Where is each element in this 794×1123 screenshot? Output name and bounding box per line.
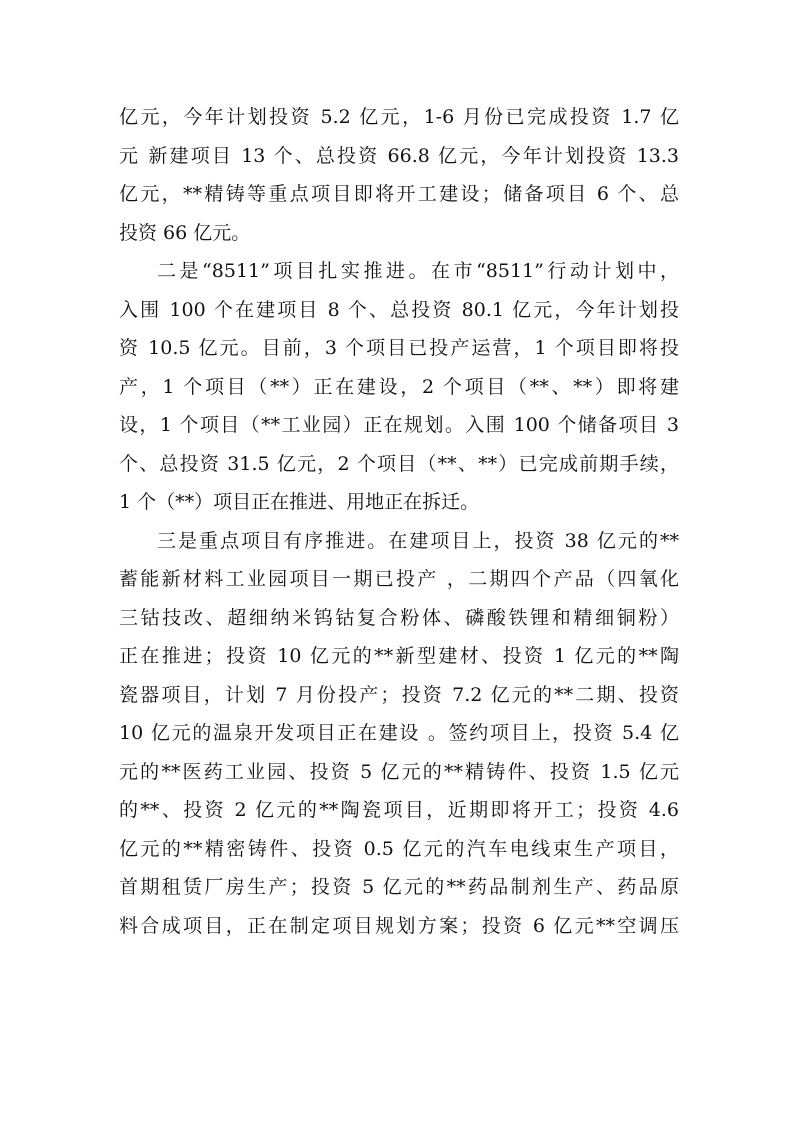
text-line: 亿元，今年计划投资 5.2 亿元，1-6 月份已完成投资 1.7 亿 [119,106,679,128]
body-text [119,98,679,945]
text-line: 10 亿元的温泉开发项目正在建设 。签约项目上，投资 5.4 亿 [119,722,679,744]
text-line: 蓄能新材料工业园项目一期已投产 ，二期四个产品（四氧化 [119,568,679,590]
text-line: 设，1 个项目（**工业园）正在规划。入围 100 个储备项目 3 [119,414,679,436]
text-line: 投资 66 亿元。 [119,221,251,244]
text-line: 入围 100 个在建项目 8 个、总投资 80.1 亿元，今年计划投 [119,298,679,321]
text-line: 亿元，**精铸等重点项目即将开工建设；储备项目 6 个、总 [119,183,679,205]
text-line: 首期租赁厂房生产；投资 5 亿元的**药品制剂生产、药品原 [119,876,679,898]
text-line: 的**、投资 2 亿元的**陶瓷项目，近期即将开工；投资 4.6 [119,799,679,821]
paragraph-start-line: 三是重点项目有序推进。在建项目上，投资 38 亿元的** [157,529,679,552]
text-line: 资 10.5 亿元。目前，3 个项目已投产运营，1 个项目即将投 [119,337,679,359]
text-line: 1 个（**）项目正在推进、用地正在拆迁。 [119,491,480,513]
paragraph-start-line: 二是“8511”项目扎实推进。在市“8511”行动计划中， [157,260,679,282]
text-line: 元 新建项目 13 个、总投资 66.8 亿元，今年计划投资 13.3 [119,144,679,167]
text-line: 元的**医药工业园、投资 5 亿元的**精铸件、投资 1.5 亿元 [119,760,679,783]
text-line: 产，1 个项目（**）正在建设，2 个项目（**、**）即将建 [119,375,679,398]
text-line: 料合成项目，正在制定项目规划方案；投资 6 亿元**空调压 [119,914,679,937]
text-line: 三钴技改、超细纳米钨钴复合粉体、磷酸铁锂和精细铜粉） [119,606,679,629]
text-line: 瓷器项目，计划 7 月份投产；投资 7.2 亿元的**二期、投资 [119,683,679,706]
text-line: 亿元的**精密铸件、投资 0.5 亿元的汽车电线束生产项目， [119,837,679,860]
text-line: 正在推进；投资 10 亿元的**新型建材、投资 1 亿元的**陶 [119,645,679,667]
text-line: 个、总投资 31.5 亿元，2 个项目（**、**）已完成前期手续， [119,452,679,475]
